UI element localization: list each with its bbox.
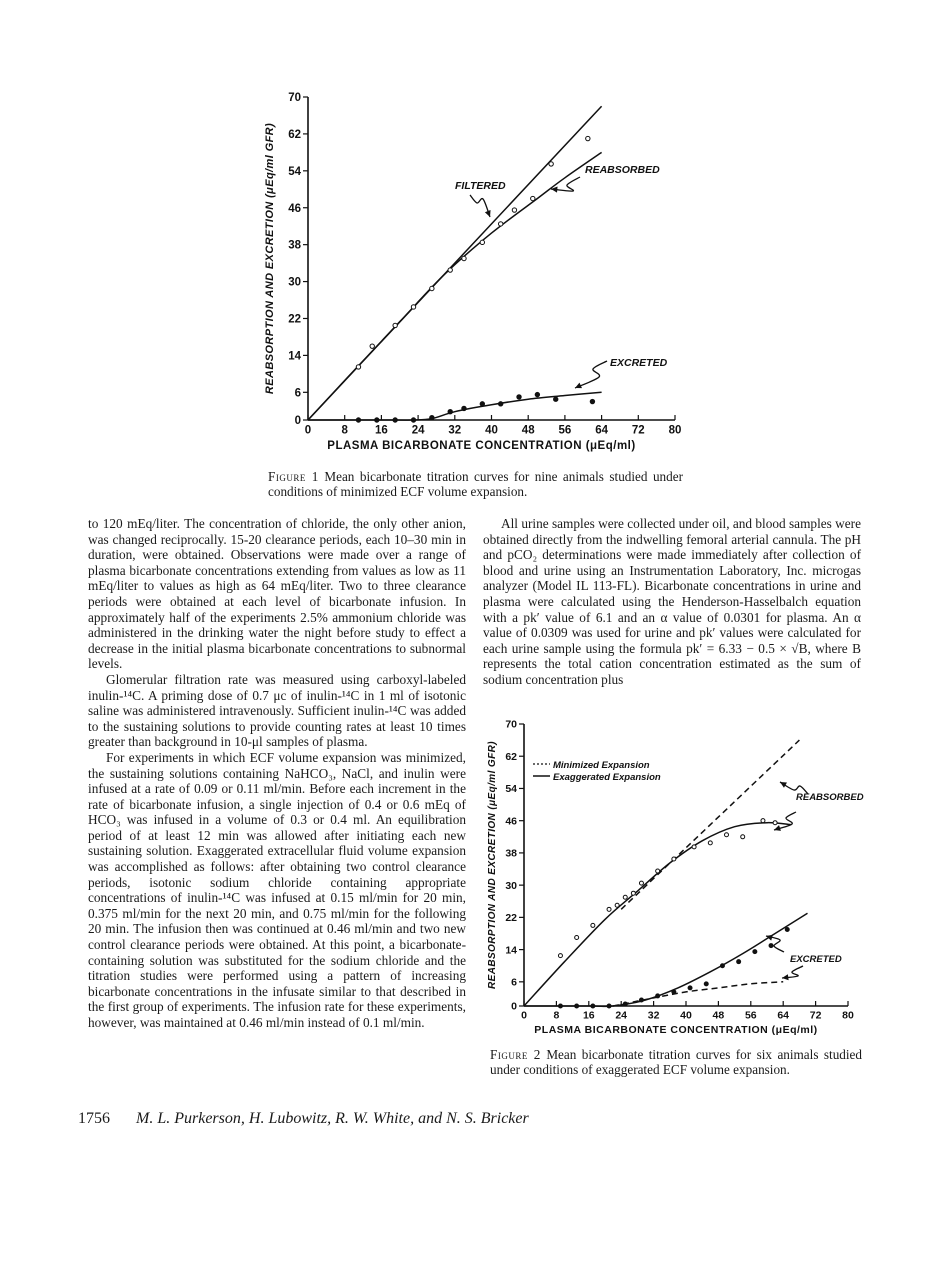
figure-2-label: Figure 2 bbox=[490, 1047, 541, 1062]
y-tick-label: 6 bbox=[294, 387, 301, 400]
data-point-exaggerated-expansion-reabsorbed-points bbox=[639, 881, 643, 885]
data-point-excreted-points bbox=[448, 409, 452, 413]
data-point-exaggerated-expansion-reabsorbed-points bbox=[761, 819, 765, 823]
x-tick-label: 80 bbox=[842, 1009, 854, 1022]
y-tick-label: 46 bbox=[505, 815, 517, 828]
data-point-exaggerated-expansion-excreted-points bbox=[607, 1004, 611, 1008]
page-footer bbox=[78, 1110, 529, 1128]
series-line-reabsorbed bbox=[308, 152, 602, 420]
data-point-excreted-points bbox=[480, 402, 484, 406]
data-point-exaggerated-expansion-reabsorbed-points bbox=[591, 923, 595, 927]
x-tick-label: 48 bbox=[712, 1009, 725, 1022]
x-tick-label: 64 bbox=[595, 424, 608, 437]
data-point-reabsorbed-points bbox=[411, 305, 415, 309]
data-point-reabsorbed-points bbox=[480, 240, 484, 244]
data-point-exaggerated-expansion-reabsorbed-points bbox=[615, 903, 619, 907]
figure-2-caption-text: Mean bicarbonate titration curves for six animals studied under conditions of exaggerated ECF volume expansion. bbox=[490, 1047, 862, 1077]
data-point-excreted-points bbox=[411, 418, 415, 422]
annotation-excreted: EXCRETED bbox=[790, 954, 842, 965]
annotation-reabsorbed: REABSORBED bbox=[585, 164, 660, 176]
x-tick-label: 40 bbox=[485, 424, 498, 437]
data-point-excreted-points bbox=[590, 399, 594, 403]
data-point-exaggerated-expansion-reabsorbed-points bbox=[656, 869, 660, 873]
y-tick-label: 62 bbox=[505, 750, 517, 763]
figure-2-caption bbox=[490, 1047, 862, 1077]
legend-label-minimized: Minimized Expansion bbox=[553, 760, 650, 771]
annotation-reabsorbed: REABSORBED bbox=[796, 792, 864, 803]
x-axis-label: PLASMA BICARBONATE CONCENTRATION (μEq/ml) bbox=[534, 1024, 818, 1036]
data-point-exaggerated-expansion-excreted-points bbox=[769, 944, 773, 948]
figure-1-caption bbox=[268, 469, 683, 499]
y-tick-label: 14 bbox=[288, 350, 301, 363]
figure-1-chart bbox=[255, 85, 725, 465]
arrow-excreted-down-head bbox=[782, 974, 789, 980]
data-point-reabsorbed-points bbox=[549, 162, 553, 166]
data-point-exaggerated-expansion-reabsorbed-points bbox=[725, 833, 729, 837]
x-tick-label: 24 bbox=[615, 1009, 628, 1022]
x-tick-label: 8 bbox=[341, 424, 348, 437]
y-tick-label: 62 bbox=[288, 128, 301, 141]
data-point-reabsorbed-points bbox=[462, 256, 466, 260]
x-axis-label: PLASMA BICARBONATE CONCENTRATION (μEq/ml) bbox=[327, 440, 636, 452]
page-number: 1756 bbox=[78, 1110, 110, 1127]
data-point-exaggerated-expansion-excreted-points bbox=[591, 1004, 595, 1008]
data-point-exaggerated-expansion-reabsorbed-points bbox=[607, 907, 611, 911]
x-tick-label: 56 bbox=[558, 424, 572, 437]
y-tick-label: 46 bbox=[288, 202, 301, 215]
data-point-excreted-points bbox=[375, 418, 379, 422]
x-tick-label: 16 bbox=[375, 424, 388, 437]
data-point-exaggerated-expansion-reabsorbed-points bbox=[741, 835, 745, 839]
right-text-column bbox=[483, 516, 861, 688]
data-point-exaggerated-expansion-excreted-points bbox=[558, 1004, 562, 1008]
data-point-excreted-points bbox=[393, 418, 397, 422]
x-tick-label: 40 bbox=[680, 1009, 692, 1022]
y-tick-label: 70 bbox=[505, 718, 517, 731]
data-point-excreted-points bbox=[356, 418, 360, 422]
y-tick-label: 70 bbox=[288, 92, 301, 105]
figure-1-caption-text: Mean bicarbonate titration curves for nine animals studied under conditions of minimized ECF volume expansion. bbox=[268, 469, 683, 499]
data-point-excreted-points bbox=[462, 406, 466, 410]
paragraph: All urine samples were collected under oil, and blood samples were obtained directly from the indwelling femoral arterial cannula. The pH and pCO₂ determinations were made immediately after collection of blood and urine using an Instrumentation Laboratory, Inc. microgas analyzer (Model IL 113-FL). Bicarbonate concentrations in urine and plasma were calculated using the Henderson-Hasselbalch equation with a pk′ value of 6.1 and an α value of 0.0301 for plasma. An α value of 0.0309 was used for urine and pk′ values were calculated for each urine sample using the formula pk′ = 6.33 − 0.5 × √B, where B represents the total cation concentration estimated as the sum of sodium concentration plus bbox=[483, 516, 862, 687]
data-point-exaggerated-expansion-reabsorbed-points bbox=[558, 954, 562, 958]
y-tick-label: 30 bbox=[288, 276, 301, 289]
data-point-exaggerated-expansion-excreted-points bbox=[704, 982, 708, 986]
data-point-excreted-points bbox=[554, 397, 558, 401]
data-point-exaggerated-expansion-excreted-points bbox=[737, 960, 741, 964]
x-tick-label: 80 bbox=[668, 424, 682, 437]
data-point-exaggerated-expansion-reabsorbed-points bbox=[672, 857, 676, 861]
y-tick-label: 54 bbox=[505, 783, 517, 796]
y-tick-label: 30 bbox=[505, 879, 517, 892]
data-point-exaggerated-expansion-reabsorbed-points bbox=[773, 821, 777, 825]
data-point-reabsorbed-points bbox=[512, 208, 516, 212]
legend-label-exaggerated: Exaggerated Expansion bbox=[553, 772, 661, 783]
y-tick-label: 22 bbox=[288, 313, 301, 326]
x-tick-label: 64 bbox=[777, 1009, 790, 1022]
data-point-exaggerated-expansion-reabsorbed-points bbox=[708, 841, 712, 845]
data-point-reabsorbed-points bbox=[370, 344, 374, 348]
data-point-reabsorbed-points bbox=[393, 323, 397, 327]
data-point-exaggerated-expansion-reabsorbed-points bbox=[692, 845, 696, 849]
y-tick-label: 0 bbox=[294, 415, 301, 428]
data-point-exaggerated-expansion-excreted-points bbox=[688, 986, 692, 990]
data-point-exaggerated-expansion-excreted-points bbox=[753, 950, 757, 954]
y-tick-label: 6 bbox=[511, 976, 517, 989]
x-tick-label: 8 bbox=[553, 1009, 560, 1022]
x-tick-label: 72 bbox=[631, 424, 645, 437]
data-point-reabsorbed-points bbox=[448, 268, 452, 272]
y-tick-label: 38 bbox=[505, 847, 517, 860]
x-tick-label: 24 bbox=[411, 424, 425, 437]
data-point-exaggerated-expansion-reabsorbed-points bbox=[631, 891, 635, 895]
paragraph: to 120 mEq/liter. The concentration of chloride, the only other anion, was changed reciprocally. 15-20 clearance periods, each 10–30 min in duration, were obtained. Observations were made over a range of plasma bicarbonate concentrations extending from values as low as 11 mEq/liter to values as high as 64 mEq/liter. Two to three clearance periods were obtained at each level of bicarbonate infusion. In approximately half of the experiments 2.5% ammonium chloride was administered in the drinking water the night before study to effect a decrease in the initial plasma bicarbonate concentrations to subnormal levels. bbox=[88, 516, 466, 672]
data-point-excreted-points bbox=[535, 392, 539, 396]
data-point-reabsorbed-points bbox=[430, 286, 434, 290]
left-text-column bbox=[88, 516, 466, 1031]
series-line-exaggerated-expansion-reabsorbed bbox=[524, 823, 791, 1006]
data-point-exaggerated-expansion-reabsorbed-points bbox=[623, 895, 627, 899]
data-point-reabsorbed-points bbox=[531, 196, 535, 200]
x-tick-label: 48 bbox=[521, 424, 535, 437]
figure-1-label: Figure 1 bbox=[268, 469, 319, 484]
figure-2-chart bbox=[478, 714, 873, 1042]
data-point-reabsorbed-points bbox=[586, 136, 590, 140]
paragraph: Glomerular filtration rate was measured using carboxyl-labeled inulin-¹⁴C. A priming dose of 0.7 μc of inulin-¹⁴C in 1 ml of isotonic saline was administered intravenously. Sufficient inulin-¹⁴C was added to the sustaining solutions to provide counting rates at least 10 times greater than background in 10-μl samples of plasma. bbox=[88, 671, 466, 750]
data-point-exaggerated-expansion-reabsorbed-points bbox=[575, 936, 579, 940]
annotation-excreted: EXCRETED bbox=[610, 357, 668, 369]
data-point-exaggerated-expansion-excreted-points bbox=[720, 964, 724, 968]
arrow-reabsorbed-to-dashed-head bbox=[780, 782, 787, 788]
y-axis-label: REABSORPTION AND EXCRETION (μEq/ml GFR) bbox=[487, 741, 498, 989]
x-tick-label: 0 bbox=[521, 1009, 527, 1022]
y-tick-label: 0 bbox=[511, 1000, 517, 1013]
data-point-reabsorbed-points bbox=[356, 365, 360, 369]
data-point-excreted-points bbox=[430, 415, 434, 419]
x-tick-label: 56 bbox=[744, 1009, 757, 1022]
paragraph: For experiments in which ECF volume expansion was minimized, the sustaining solutions containing NaHCO₃, NaCl, and inulin were infused at a rate of 0.09 or 0.11 ml/min. Before each increment in the rate of bicarbonate infusion, a single injection of 0.4 or 0.6 mEq of HCO₃ was infused in a volume of 0.3 or 0.4 ml. An equilibration period of at least 12 min was allowed after initiating each new sustaining solution. Exaggerated extracellular fluid volume expansion was accomplished as follows: after obtaining two control clearance periods, isotonic sodium chloride containing appropriate concentrations of inulin-¹⁴C was infused at 0.15 ml/min for 20 min, 0.375 ml/min for the next 20 min, and 0.75 ml/min for the following 20 min. The infusion then was continued at 0.46 ml/min and two new control clearance periods were obtained. At this point, a bicarbonate-containing solution was substituted for the sodium chloride and the titration studies were performed using a pattern of increasing bicarbonate concentrations in the infusate similar to that described in the first group of experiments. The infusion rate for these experiments, however, was maintained at 0.46 ml/min instead of 0.1 ml/min. bbox=[88, 749, 466, 1030]
data-point-excreted-points bbox=[498, 402, 502, 406]
y-tick-label: 38 bbox=[288, 239, 301, 252]
x-tick-label: 16 bbox=[582, 1009, 595, 1022]
y-tick-label: 22 bbox=[505, 912, 517, 925]
x-tick-label: 32 bbox=[448, 424, 462, 437]
y-tick-label: 54 bbox=[288, 165, 301, 178]
data-point-reabsorbed-points bbox=[498, 222, 502, 226]
x-tick-label: 0 bbox=[304, 424, 312, 437]
data-point-exaggerated-expansion-excreted-points bbox=[785, 927, 789, 931]
y-axis-label: REABSORPTION AND EXCRETION (μEq/ml GFR) bbox=[264, 122, 276, 395]
data-point-excreted-points bbox=[517, 395, 521, 399]
annotation-filtered: FILTERED bbox=[455, 180, 506, 192]
x-tick-label: 72 bbox=[809, 1009, 822, 1022]
data-point-exaggerated-expansion-excreted-points bbox=[575, 1004, 579, 1008]
arrow-reabsorbed-to-curve-head bbox=[774, 825, 781, 831]
y-tick-label: 14 bbox=[505, 944, 517, 957]
author-list: M. L. Purkerson, H. Lubowitz, R. W. White, and N. S. Bricker bbox=[136, 1110, 529, 1127]
x-tick-label: 32 bbox=[647, 1009, 660, 1022]
